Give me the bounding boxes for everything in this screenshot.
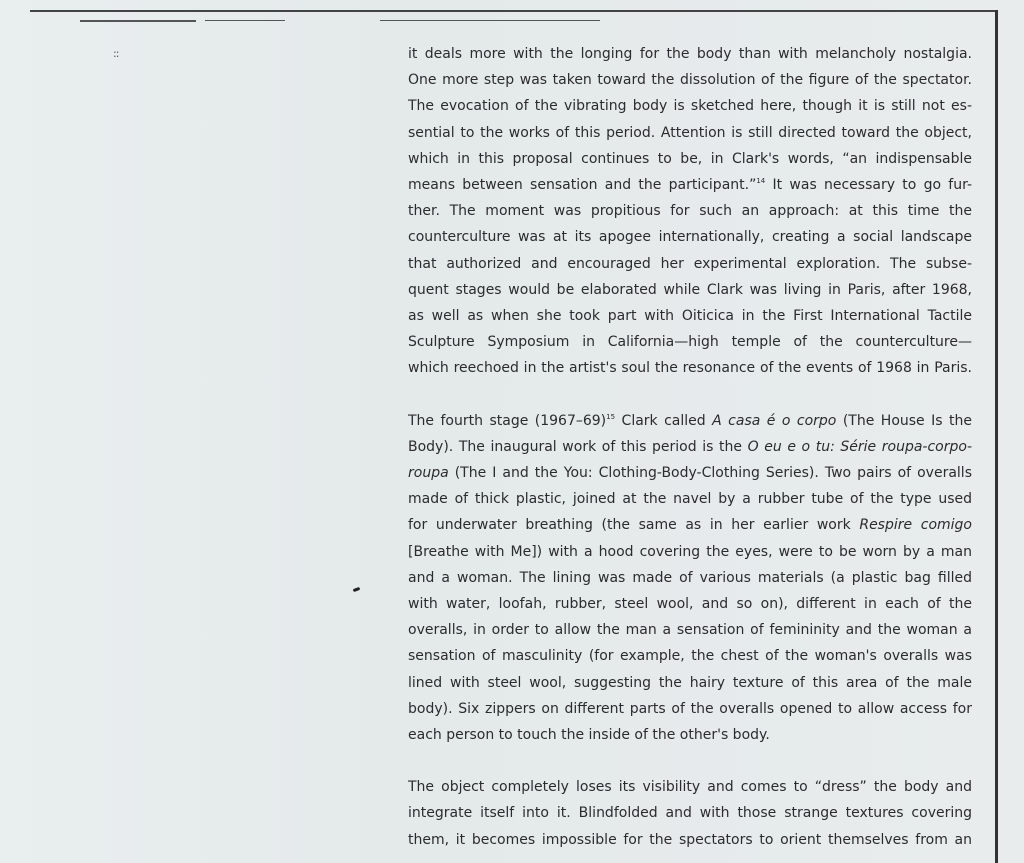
- text-line: which reechoed in the artist's soul the resonance of the events of 1968 in Paris.: [408, 360, 972, 377]
- top-dash-mark: [380, 20, 600, 21]
- text-line: lined with steel wool, suggesting the hairy texture of this area of the male: [408, 674, 972, 691]
- text-line: with water, loofah, rubber, steel wool, and so on), different in each of the: [408, 596, 972, 613]
- footnote-marker: 14: [756, 177, 766, 186]
- text-line: [408, 434, 972, 460]
- text-line: counterculture was at its apogee internationally, creating a social landscape: [408, 229, 972, 246]
- text-line: sensation of masculinity (for example, the chest of the woman's overalls was: [408, 648, 972, 665]
- text-segment: means between sensation and the participant.”: [408, 177, 757, 194]
- text-line: ther. The moment was propitious for such an approach: at this time the: [408, 203, 972, 220]
- text-line: The evocation of the vibrating body is sketched here, though it is still not es-: [408, 98, 972, 115]
- text-segment: (The House Is the: [836, 412, 973, 429]
- text-line: it deals more with the longing for the body than with melancholy nostalgia.: [408, 46, 972, 62]
- text-line: quent stages would be elaborated while Clark was living in Paris, after 1968,: [408, 281, 972, 298]
- paragraph-3: [408, 774, 972, 853]
- italic-title: A casa é o corpo: [712, 412, 837, 429]
- text-segment: It was necessary to go fur-: [772, 177, 972, 194]
- text-line: [408, 172, 972, 198]
- text-line: made of thick plastic, joined at the navel by a rubber tube of the type used: [408, 491, 972, 508]
- text-segment: Body). The inaugural work of this period is the: [408, 438, 748, 455]
- paragraph-spacer: [408, 382, 972, 408]
- text-line: sential to the works of this period. Attention is still directed toward the object,: [408, 124, 972, 141]
- text-segment: Clark called: [615, 412, 713, 429]
- corner-mark: ::: [113, 47, 119, 60]
- right-edge-rule: [995, 10, 998, 863]
- text-line: One more step was taken toward the dissolution of the figure of the spectator.: [408, 72, 972, 89]
- text-line: overalls, in order to allow the man a sensation of femininity and the woman a: [408, 622, 972, 639]
- document-body: [408, 41, 972, 853]
- text-line: as well as when she took part with Oiticica in the First International Tactile: [408, 308, 972, 325]
- text-line: body). Six zippers on different parts of the overalls opened to allow access for: [408, 700, 972, 717]
- text-line: The object completely loses its visibility and comes to “dress” the body and: [408, 779, 972, 796]
- top-dash-mark: [205, 20, 285, 21]
- top-dash-mark: [80, 20, 196, 22]
- italic-title: Respire comigo: [859, 517, 972, 534]
- text-line: [408, 512, 972, 538]
- top-edge-rule: [30, 10, 998, 12]
- text-line: integrate itself into it. Blindfolded and with those strange textures covering: [408, 805, 972, 822]
- text-segment: The fourth stage (1967–69): [408, 412, 607, 429]
- italic-title: O eu e o tu: Série roupa-corpo-: [747, 438, 972, 455]
- text-segment: for underwater breathing (the same as in her earlier work: [408, 517, 860, 534]
- text-line: [408, 408, 972, 434]
- text-line: each person to touch the inside of the other's body.: [408, 727, 770, 744]
- paragraph-2: [408, 408, 972, 749]
- footnote-marker: 15: [606, 412, 616, 421]
- text-line: [408, 460, 972, 486]
- text-segment: (The I and the You: Clothing-Body-Clothing Series). Two pairs of overalls: [448, 465, 972, 482]
- paragraph-spacer: [408, 748, 972, 774]
- text-line: them, it becomes impossible for the spectators to orient themselves from an: [408, 831, 972, 848]
- text-line: and a woman. The lining was made of various materials (a plastic bag filled: [408, 569, 972, 586]
- text-line: [Breathe with Me]) with a hood covering the eyes, were to be worn by a man: [408, 543, 972, 560]
- italic-title: roupa: [408, 465, 449, 482]
- text-line: Sculpture Symposium in California—high temple of the counterculture—: [408, 334, 972, 351]
- text-line: that authorized and encouraged her experimental exploration. The subse-: [408, 255, 972, 272]
- text-line: which in this proposal continues to be, in Clark's words, “an indispensable: [408, 150, 972, 167]
- paragraph-1: [408, 41, 972, 382]
